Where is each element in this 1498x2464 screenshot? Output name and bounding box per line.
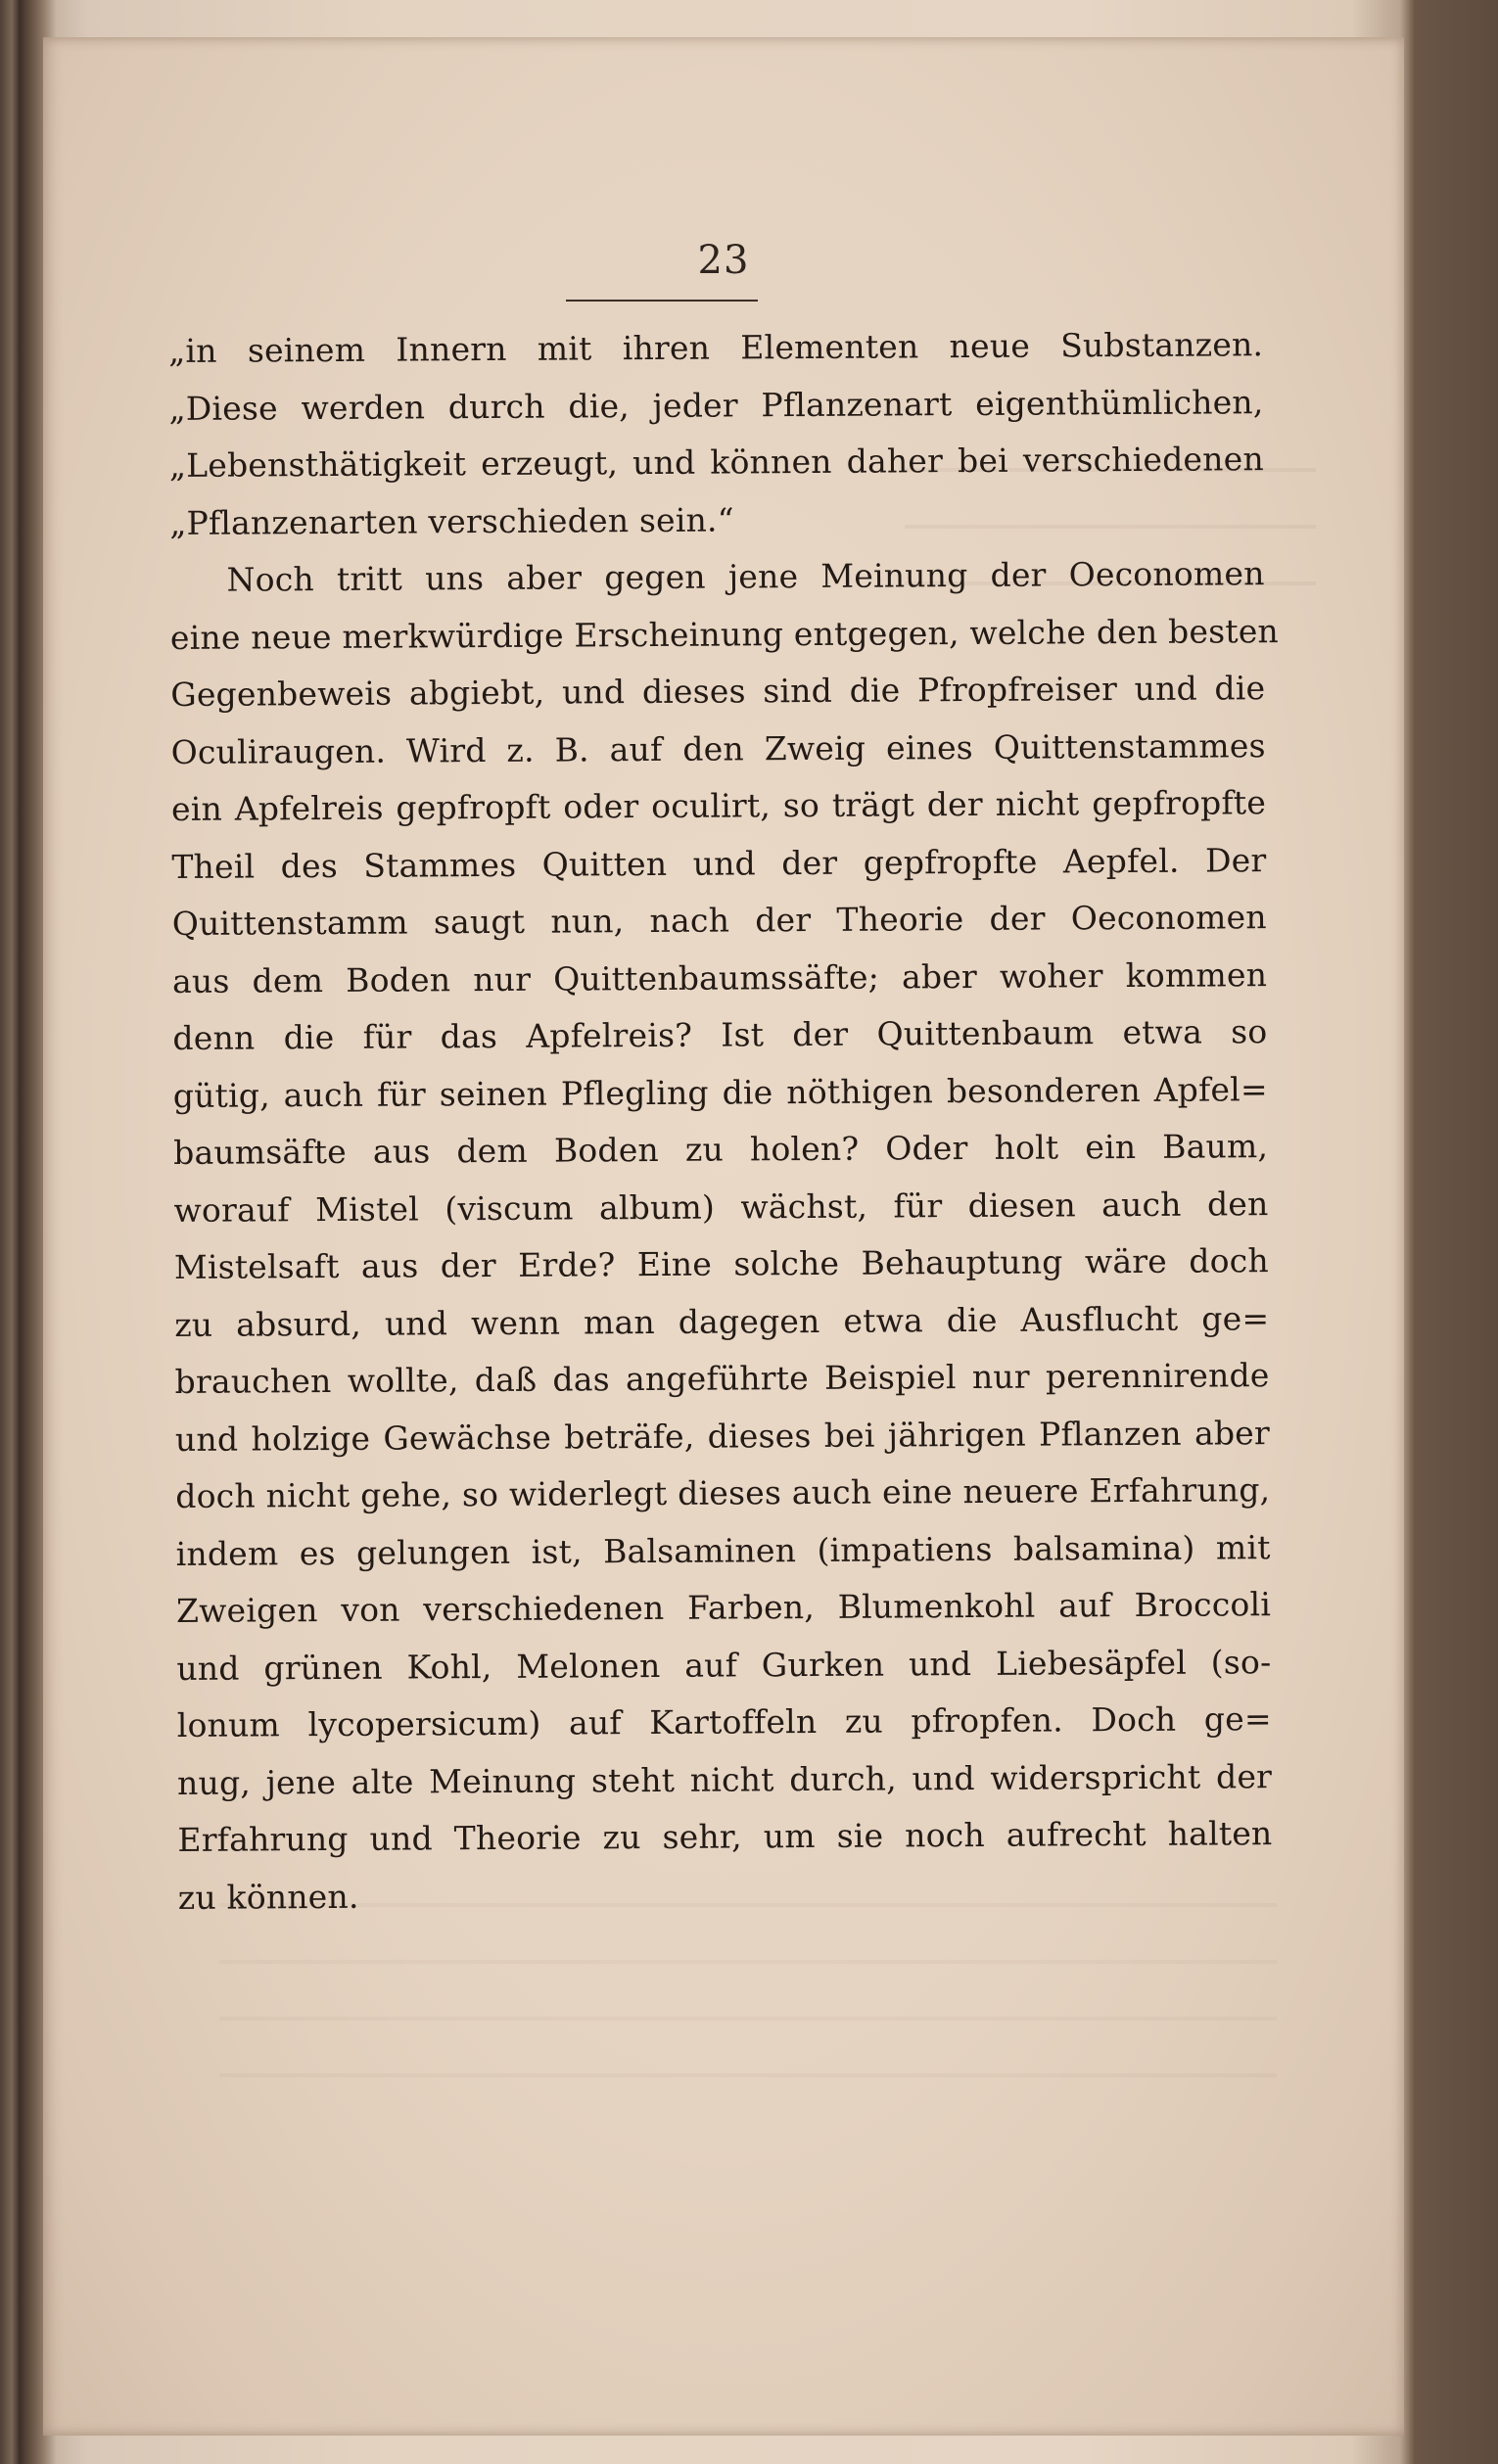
text-line: nug, jene alte Meinung steht nicht durch, und widerspricht der (176, 1756, 1273, 1802)
body-text (168, 316, 1280, 1927)
text-line: Quittenstamm saugt nun, nach der Theorie der Oeconomen (171, 898, 1267, 943)
text-line: Mistelsaft aus der Erde? Eine solche Behauptung wäre doch (173, 1241, 1269, 1286)
text-line: und holzige Gewächse beträfe, dieses bei jährigen Pflanzen aber (174, 1413, 1271, 1459)
book-page (43, 37, 1404, 2436)
text-line: gütig, auch für seinen Pflegling die nöthigen besonderen Apfel= (172, 1069, 1268, 1115)
text-line: Oculiraugen. Wird z. B. auf den Zweig eines Quittenstammes (170, 725, 1266, 771)
text-line: baumsäfte aus dem Boden zu holen? Oder holt ein Baum, (173, 1127, 1269, 1172)
text-line: aus dem Boden nur Quittenbaumssäfte; aber woher kommen (171, 954, 1268, 1000)
text-line: Zweigen von verschiedenen Farben, Blumenkohl auf Broccoli (175, 1585, 1272, 1630)
text-line: „Diese werden durch die, jeder Pflanzenart eigenthümlichen, (168, 382, 1264, 428)
text-line: ein Apfelreis gepfropft oder oculirt, so trägt der nicht gepfropfte (170, 783, 1267, 828)
text-line: Gegenbeweis abgiebt, und dieses sind die Pfropfreiser und die (170, 669, 1266, 714)
text-line: zu absurd, und wenn man dagegen etwa die Ausflucht ge= (174, 1298, 1270, 1344)
text-line: eine neue merkwürdige Erscheinung entgegen, welche den besten (169, 611, 1280, 657)
text-line: denn die für das Apfelreis? Ist der Quittenbaum etwa so (172, 1012, 1268, 1057)
text-line: Erfahrung und Theorie zu sehr, um sie noch aufrecht halten (177, 1814, 1273, 1859)
text-line: Theil des Stammes Quitten und der gepfropfte Aepfel. Der (171, 840, 1267, 886)
text-line: worauf Mistel (viscum album) wächst, für diesen auch den (173, 1184, 1269, 1230)
text-line: „in seinem Innern mit ihren Elementen neue Substanzen. (168, 325, 1264, 370)
text-line: brauchen wollte, daß das angeführte Beispiel nur perennirende (174, 1356, 1270, 1401)
page-number-rule (566, 300, 758, 302)
text-line: doch nicht gehe, so widerlegt dieses auch eine neuere Erfahrung, (175, 1470, 1271, 1515)
text-line: Noch tritt uns aber gegen jene Meinung der Oeconomen (226, 554, 1265, 599)
text-line: zu können. (177, 1877, 359, 1917)
text-line: „Lebensthätigkeit erzeugt, und können daher bei verschiedenen (168, 440, 1264, 485)
page-number: 23 (697, 238, 750, 283)
text-line: indem es gelungen ist, Balsaminen (impatiens balsamina) mit (175, 1527, 1271, 1573)
text-line: und grünen Kohl, Melonen auf Gurken und Liebesäpfel (so- (176, 1642, 1272, 1688)
text-line: lonum lycopersicum) auf Kartoffeln zu pfropfen. Doch ge= (176, 1699, 1272, 1744)
text-line: „Pflanzenarten verschieden sein.“ (169, 499, 734, 542)
